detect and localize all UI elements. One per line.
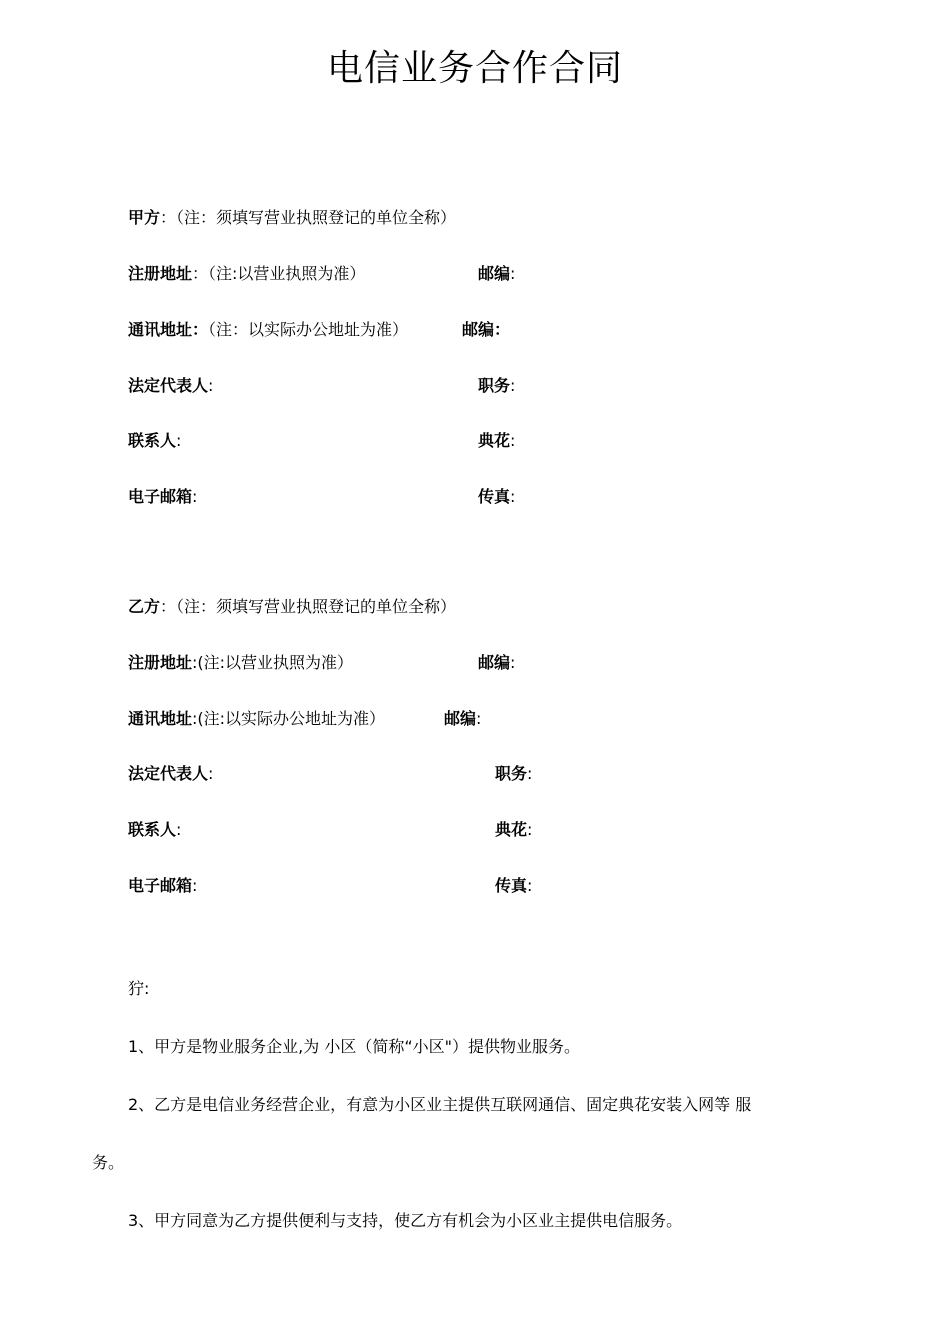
party-a-phone — [478, 430, 515, 452]
party-b-title — [495, 763, 532, 785]
party-b-phone-sep: : — [527, 820, 533, 839]
party-a-reg-zip-label: 邮编 — [478, 264, 511, 283]
party-b-reg-note: (注:以营业执照为准） — [197, 653, 354, 672]
party-a-contact-label: 联系人 — [128, 431, 177, 450]
clause-1: 1、甲方是物业服务企业,为 小区（简称“小区"）提供物业服务。 — [128, 1037, 581, 1056]
party-b-title-label: 职务 — [495, 764, 528, 783]
party-a-name-line — [128, 207, 456, 229]
party-a-contact-sep: : — [176, 431, 182, 450]
party-a-title-sep: : — [510, 376, 516, 395]
party-b-contact-label: 联系人 — [128, 820, 177, 839]
party-a-reg-zip-sep: : — [510, 264, 516, 283]
party-a-phone-sep: : — [510, 431, 516, 450]
party-b-fax-label: 传真 — [495, 876, 528, 895]
party-b-rep-label: 法定代表人 — [128, 764, 209, 783]
party-b-reg-zip — [478, 652, 515, 674]
party-a-name-note: （注：须填写营业执照登记的单位全称） — [176, 208, 457, 227]
party-b-name-sep: ： — [160, 597, 177, 616]
recital-heading: 狞: — [128, 979, 150, 998]
party-b-comm-label: 通讯地址 — [128, 709, 193, 728]
party-a-reg-sep: ： — [192, 264, 209, 283]
party-a-name-sep: ： — [160, 208, 177, 227]
party-b-fax — [495, 875, 532, 897]
party-b-email-label: 电子邮箱 — [128, 876, 193, 895]
party-a-reg-address-line — [128, 263, 365, 285]
party-a-comm-note: （注：以实际办公地址为准） — [208, 320, 409, 339]
party-a-title — [478, 375, 515, 397]
party-b-phone — [495, 819, 532, 841]
party-a-reg-zip — [478, 263, 515, 285]
party-b-reg-label: 注册地址 — [128, 653, 193, 672]
clause-3: 3、甲方同意为乙方提供便利与支持，使乙方有机会为小区业主提供电信服务。 — [128, 1211, 683, 1230]
party-b-comm-zip-label: 邮编 — [444, 709, 477, 728]
party-a-email-sep: : — [192, 487, 198, 506]
party-b-comm-sep: : — [192, 709, 198, 728]
clause-2-line-2: 务。 — [92, 1153, 125, 1172]
party-b-name-note: （注：须填写营业执照登记的单位全称） — [176, 597, 457, 616]
party-a-rep-sep: : — [208, 376, 214, 395]
party-a-contact — [128, 430, 181, 452]
party-b-reg-sep: : — [192, 653, 198, 672]
party-b-comm-zip-sep: : — [476, 709, 482, 728]
party-b-contact — [128, 819, 181, 841]
party-a-email-label: 电子邮箱 — [128, 487, 193, 506]
party-b-reg-zip-label: 邮编 — [478, 653, 511, 672]
party-a-rep-label: 法定代表人 — [128, 376, 209, 395]
party-a-phone-label: 典花 — [478, 431, 511, 450]
party-b-email — [128, 875, 197, 897]
document-title: 电信业务合作合同 — [326, 48, 623, 89]
party-b-rep-sep: : — [208, 764, 214, 783]
party-a-fax — [478, 486, 515, 508]
party-b-comm-note: (注:以实际办公地址为准） — [197, 709, 386, 728]
party-a-reg-note: （注:以营业执照为准） — [208, 264, 366, 283]
party-b-contact-sep: : — [176, 820, 182, 839]
party-a-rep — [128, 375, 213, 397]
party-a-name-label: 甲方 — [128, 208, 161, 227]
party-a-email — [128, 486, 197, 508]
party-b-name-line — [128, 596, 456, 618]
party-a-fax-sep: : — [510, 487, 516, 506]
party-b-reg-address-line — [128, 652, 353, 674]
party-a-reg-label: 注册地址 — [128, 264, 193, 283]
party-b-fax-sep: : — [527, 876, 533, 895]
party-b-comm-zip — [444, 708, 481, 730]
party-a-comm-address-line — [128, 319, 408, 341]
party-a-title-label: 职务 — [478, 376, 511, 395]
party-a-fax-label: 传真 — [478, 487, 511, 506]
party-b-comm-address-line — [128, 708, 385, 730]
party-b-rep — [128, 763, 213, 785]
party-b-name-label: 乙方 — [128, 597, 161, 616]
party-b-phone-label: 典花 — [495, 820, 528, 839]
party-a-comm-zip: 邮编： — [462, 320, 511, 339]
party-b-email-sep: : — [192, 876, 198, 895]
party-b-reg-zip-sep: : — [510, 653, 516, 672]
party-b-title-sep: : — [527, 764, 533, 783]
clause-2-line-1: 2、乙方是电信业务经营企业，有意为小区业主提供互联网通信、固定典花安装入网等 服 — [128, 1095, 752, 1114]
party-a-comm-label: 通讯地址： — [128, 320, 209, 339]
